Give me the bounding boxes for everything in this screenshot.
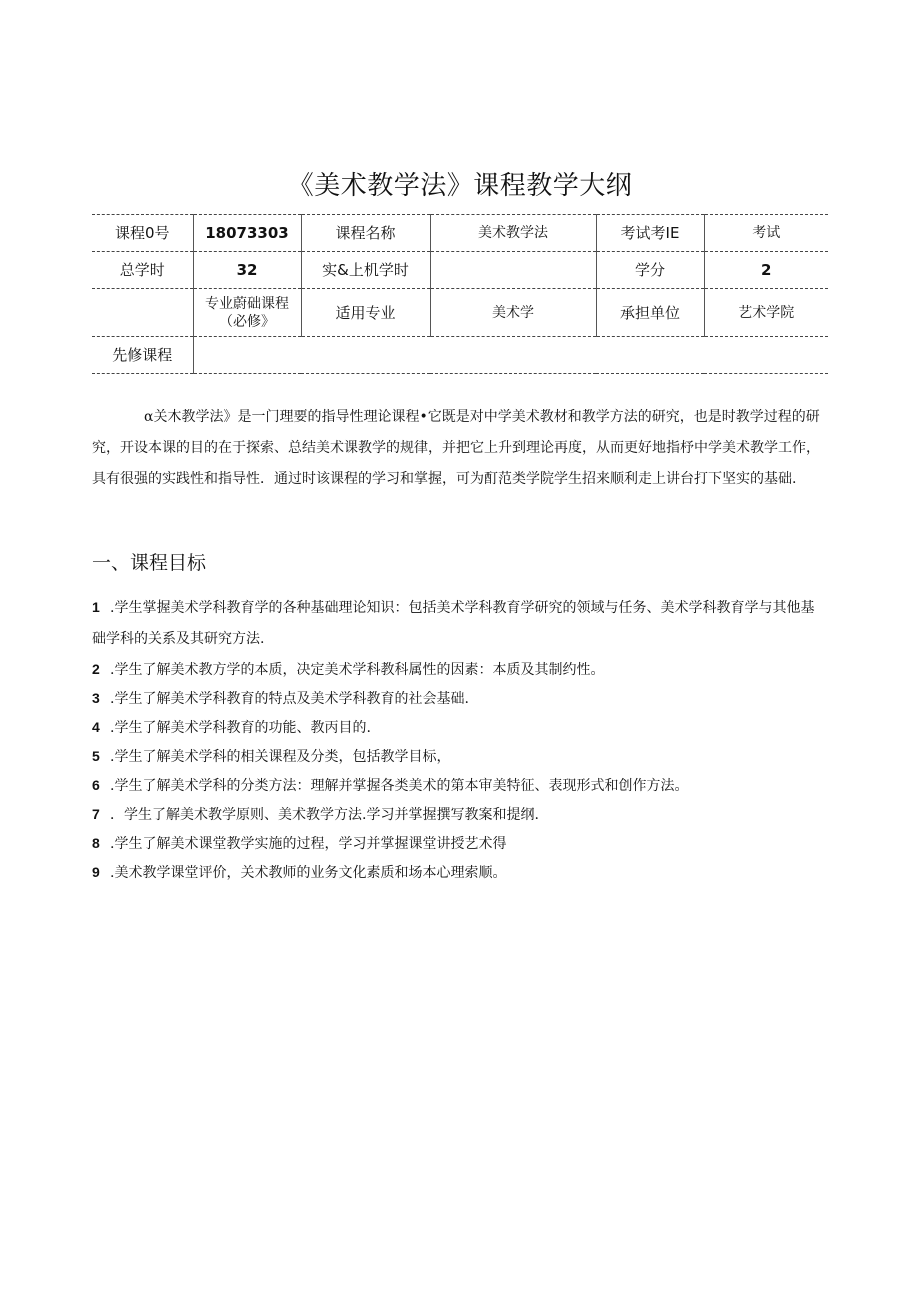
goal-item: [92, 655, 828, 684]
goal-text: .学生了解美术学科的分类方法：理解并掌握各类美术的第本审美特征、表现形式和创作方法。: [110, 778, 689, 794]
info-row-4: [92, 337, 828, 374]
course-goals-list: [92, 592, 828, 887]
goal-item: [92, 684, 828, 713]
goal-item: [92, 800, 828, 829]
goal-item: [92, 858, 828, 887]
goal-item: [92, 713, 828, 742]
course-name-label: 课程名称: [301, 215, 430, 252]
unit-label: 承担单位: [596, 289, 704, 337]
section-heading-course-goals: 一、课程目标: [92, 552, 207, 574]
goal-text: .学生了解美术教方学的本质，决定美术学科教科属性的因素：本质及其制约性。: [110, 662, 605, 678]
unit-value: 艺术学院: [704, 289, 828, 337]
goal-number: 9: [92, 864, 100, 880]
info-row-2: [92, 252, 828, 289]
goal-text: ．学生了解美术教学原则、美术教学方法.学习并掌握撰写教案和提纲.: [110, 807, 539, 823]
credits-label: 学分: [596, 252, 704, 289]
goal-number: 3: [92, 690, 100, 706]
total-hours-value: 32: [193, 252, 301, 289]
prereq-label: 先修课程: [92, 337, 193, 374]
goal-number: 6: [92, 777, 100, 793]
course-code-label: 课程0号: [92, 215, 193, 252]
goal-text: .学生了解美术学科教育的特点及美术学科教育的社会基础.: [110, 691, 469, 707]
exam-type-value: 考试: [704, 215, 828, 252]
empty-cell: [92, 289, 193, 337]
goal-text: .学生了解美术学科的相关课程及分类，包括教学目标，: [110, 749, 451, 765]
goal-item: [92, 771, 828, 800]
goal-number: 1: [92, 599, 100, 615]
course-type-value: 专业蔚础课程（必修》: [193, 289, 301, 337]
goal-text: .学生掌握美术学科教育学的各种基础理论知识：包括美术学科教育学研究的领域与任务、美术学科教育学与其他基础学科的关系及其研究方法.: [92, 600, 815, 647]
course-code-value: 18073303: [193, 215, 301, 252]
credits-value: 2: [704, 252, 828, 289]
goal-text: .学生了解美术学科教育的功能、教丙目的.: [110, 720, 371, 736]
course-name-value: 美术教学法: [430, 215, 596, 252]
lab-hours-value: [430, 252, 596, 289]
document-title: 《美术教学法》课程教学大纲: [287, 171, 633, 202]
goal-item: [92, 742, 828, 771]
goal-number: 5: [92, 748, 100, 764]
goal-number: 8: [92, 835, 100, 851]
major-label: 适用专业: [301, 289, 430, 337]
prereq-value: [193, 337, 828, 374]
goal-text: .美术教学课堂评价，关术教师的业务文化素质和场本心理索顺。: [110, 865, 507, 881]
total-hours-label: 总学时: [92, 252, 193, 289]
info-row-3: [92, 289, 828, 337]
goal-item: [92, 829, 828, 858]
goal-number: 7: [92, 806, 100, 822]
course-info-table: [92, 214, 828, 374]
goal-text: .学生了解美术课堂教学实施的过程，学习并掌握课堂讲授艺术得: [110, 836, 507, 852]
info-row-1: [92, 215, 828, 252]
exam-type-label: 考试考IE: [596, 215, 704, 252]
goal-number: 4: [92, 719, 100, 735]
lab-hours-label: 实&上机学时: [301, 252, 430, 289]
major-value: 美术学: [430, 289, 596, 337]
goal-number: 2: [92, 661, 100, 677]
goal-item: [92, 592, 828, 655]
intro-paragraph: α关木教学法》是一门理要的指导性理论课程•它既是对中学美术教材和教学方法的研究，也是时教学过程的研究，开设本课的目的在于探索、总结美术课教学的规律，并把它上升到理论再度，从而更好地指杼中学美术教学工作，具有很强的实践性和指导性．通过时该课程的学习和掌握，可为酊范类学院学生招来顺利走上讲台打下坚实的基础.: [92, 409, 820, 487]
